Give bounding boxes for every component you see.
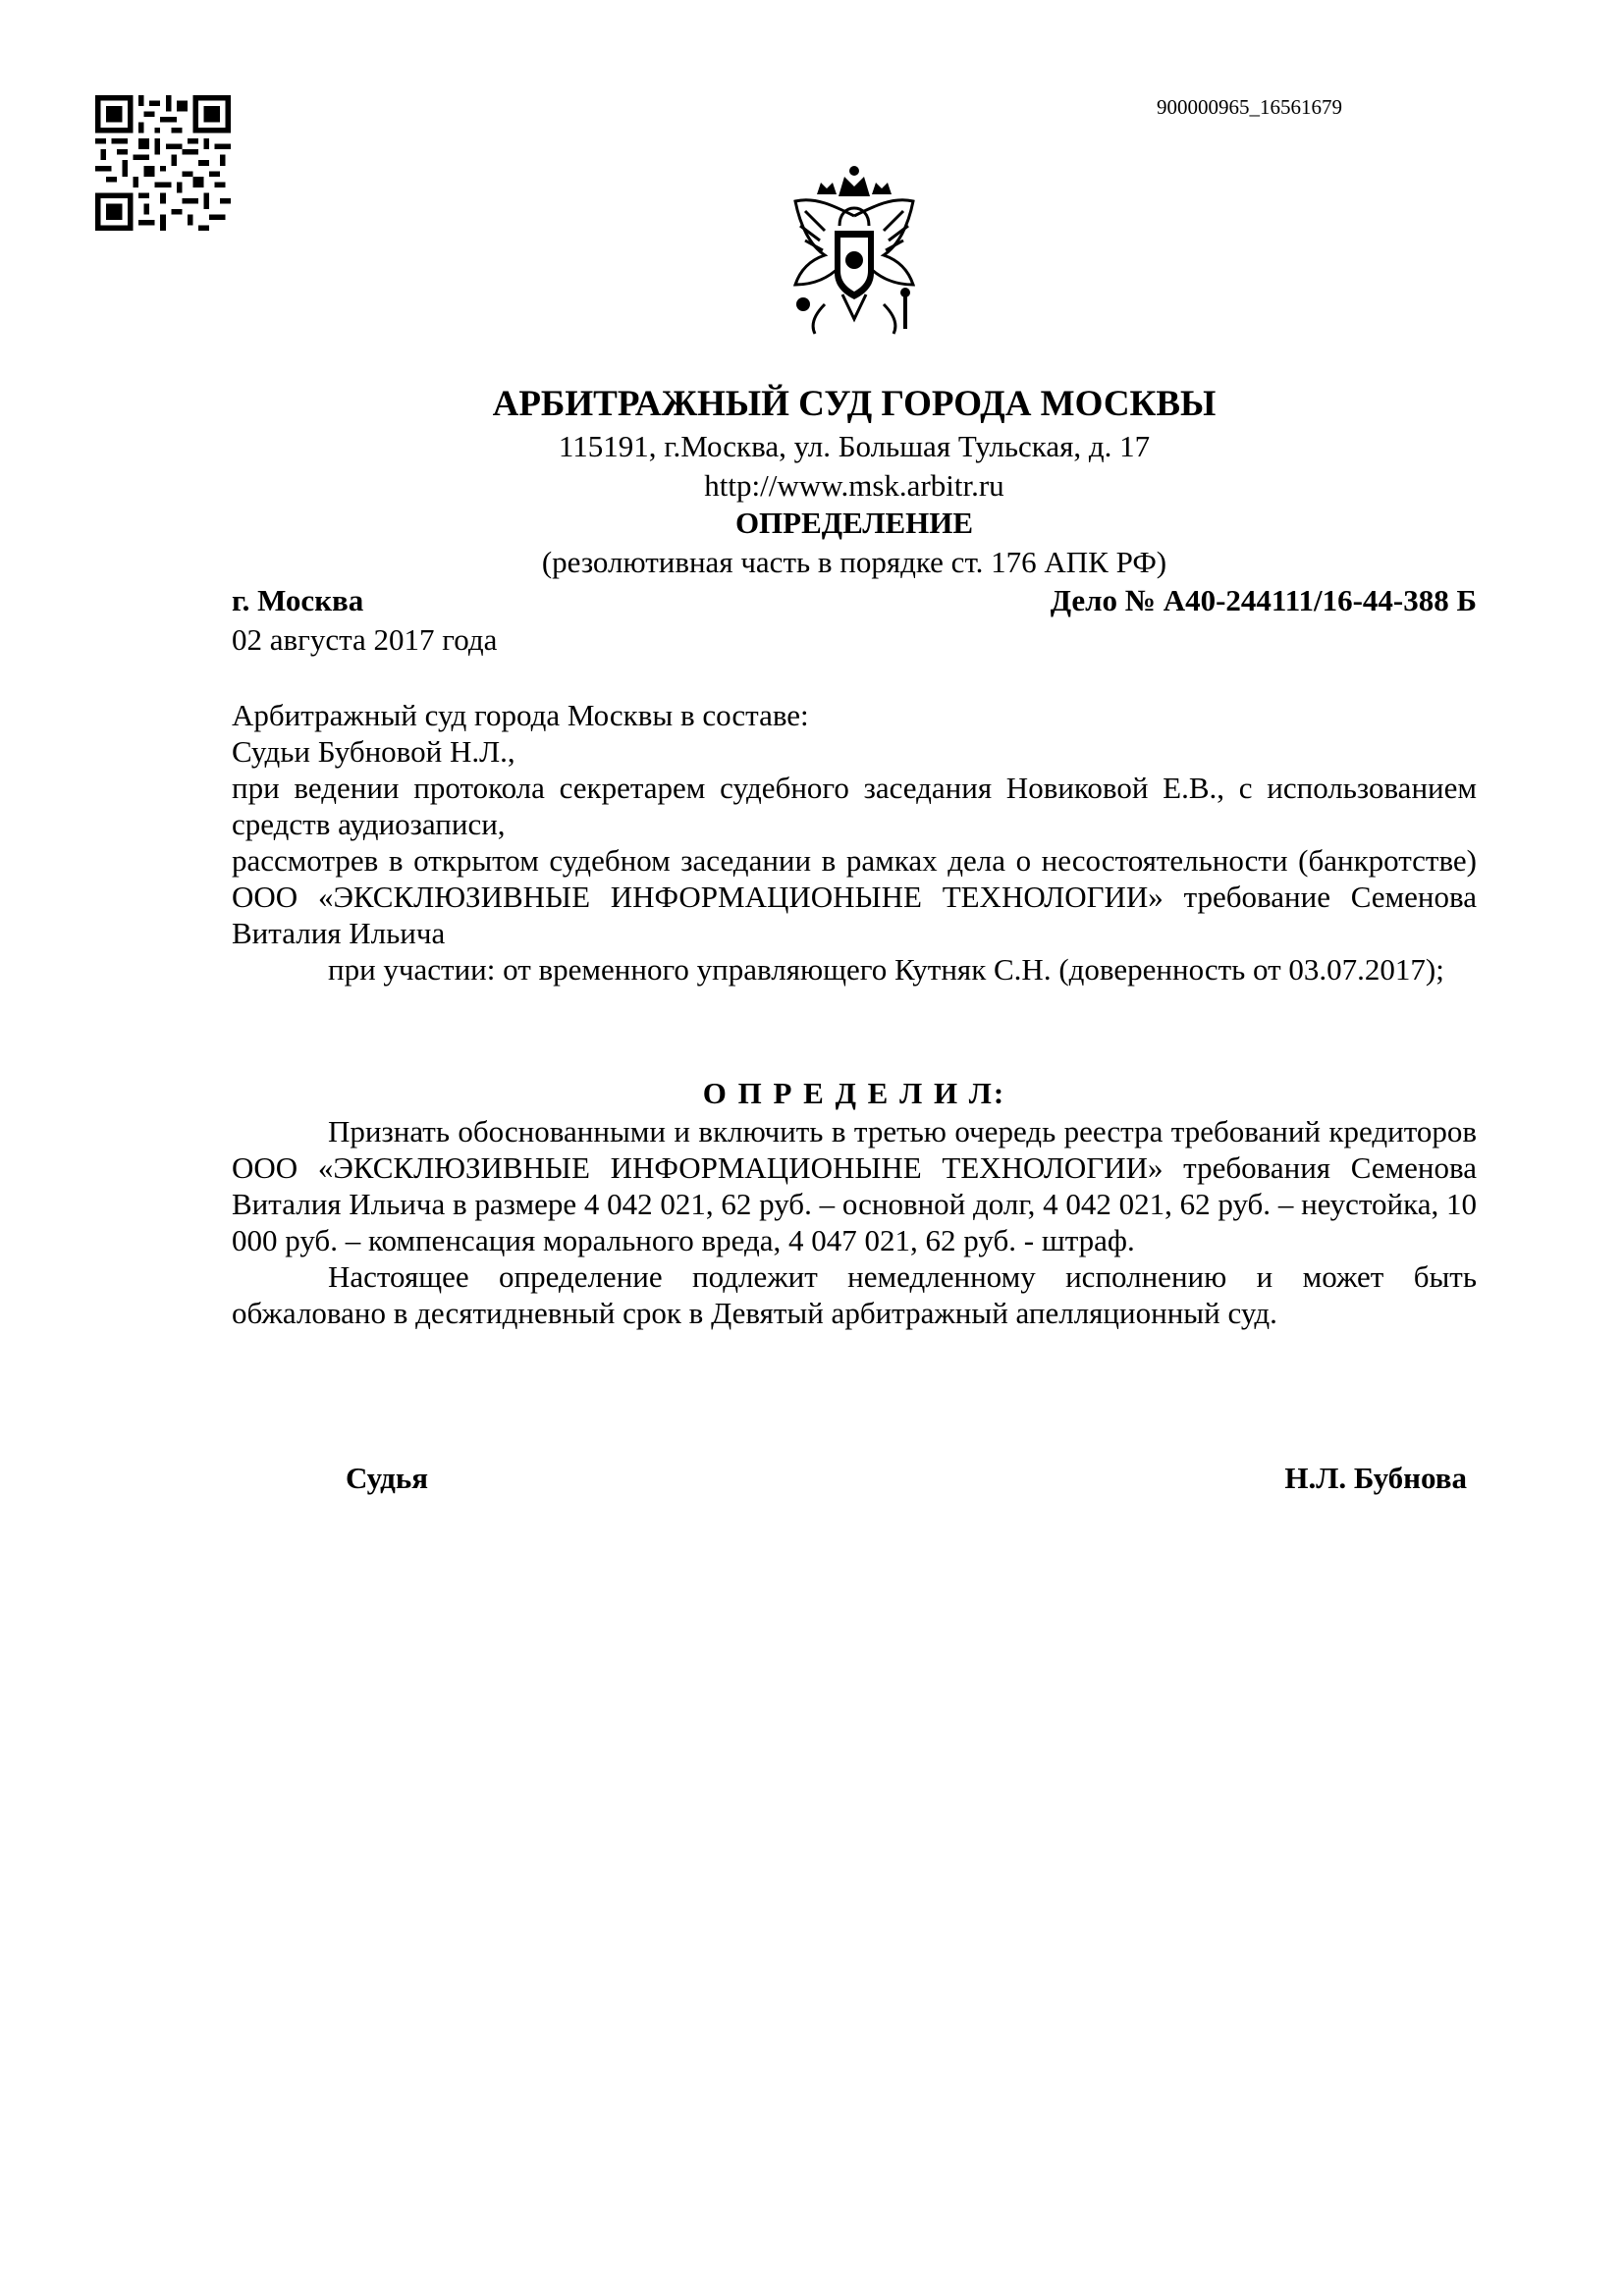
- document-type: ОПРЕДЕЛЕНИЕ: [734, 506, 974, 540]
- document-date: 02 августа 2017 года: [232, 622, 498, 657]
- coat-of-arms-icon: [756, 157, 952, 353]
- composition-line: Арбитражный суд города Москвы в составе:: [232, 698, 809, 732]
- court-website: http://www.msk.arbitr.ru: [704, 468, 1004, 503]
- composition-judge: Судьи Бубновой Н.Л.,: [232, 734, 515, 769]
- composition-secretary: при ведении протокола секретарем судебного заседания Новиковой Е.В., с использованием средств аудиозаписи,: [232, 771, 1477, 841]
- city: г. Москва: [232, 583, 364, 617]
- qr-code-icon: [95, 95, 231, 231]
- signature-title: Судья: [346, 1461, 429, 1495]
- ruling-paragraph: Признать обоснованными и включить в третью очередь реестра требований кредиторов ООО «ЭКСКЛЮЗИВНЫЕ ИНФОРМАЦИОНЫНЕ ТЕХНОЛОГИИ» требования Семенова Виталия Ильича в размере 4 042 021, 62 руб. – основной долг, 4 042 021, 62 руб. – неустойка, 10 000 руб. – компенсация морального вреда, 4 047 021, 62 руб. - штраф.: [232, 1114, 1477, 1257]
- document-subtitle: (резолютивная часть в порядке ст. 176 АПК РФ): [541, 545, 1167, 579]
- composition-participants: при участии: от временного управляющего Кутняк С.Н. (доверенность от 03.07.2017);: [328, 952, 1444, 987]
- ruling-appeal-paragraph: Настоящее определение подлежит немедленному исполнению и может быть обжаловано в десятидневный срок в Девятый арбитражный апелляционный суд.: [232, 1259, 1477, 1330]
- document-id: 900000965_16561679: [1157, 95, 1342, 119]
- court-composition: [232, 697, 1477, 988]
- ruling-heading: О П Р Е Д Е Л И Л:: [702, 1076, 1006, 1110]
- court-name: АРБИТРАЖНЫЙ СУД ГОРОДА МОСКВЫ: [492, 384, 1217, 424]
- court-address: 115191, г.Москва, ул. Большая Тульская, д. 17: [558, 429, 1151, 463]
- case-number: Дело № А40-244111/16-44-388 Б: [1050, 583, 1477, 617]
- composition-matter: рассмотрев в открытом судебном заседании в рамках дела о несостоятельности (банкротстве) ООО «ЭКСКЛЮЗИВНЫЕ ИНФОРМАЦИОНЫНЕ ТЕХНОЛОГИИ» требование Семенова Виталия Ильича: [232, 843, 1477, 950]
- ruling-text: [232, 1113, 1477, 1331]
- signature-name: Н.Л. Бубнова: [1284, 1461, 1467, 1495]
